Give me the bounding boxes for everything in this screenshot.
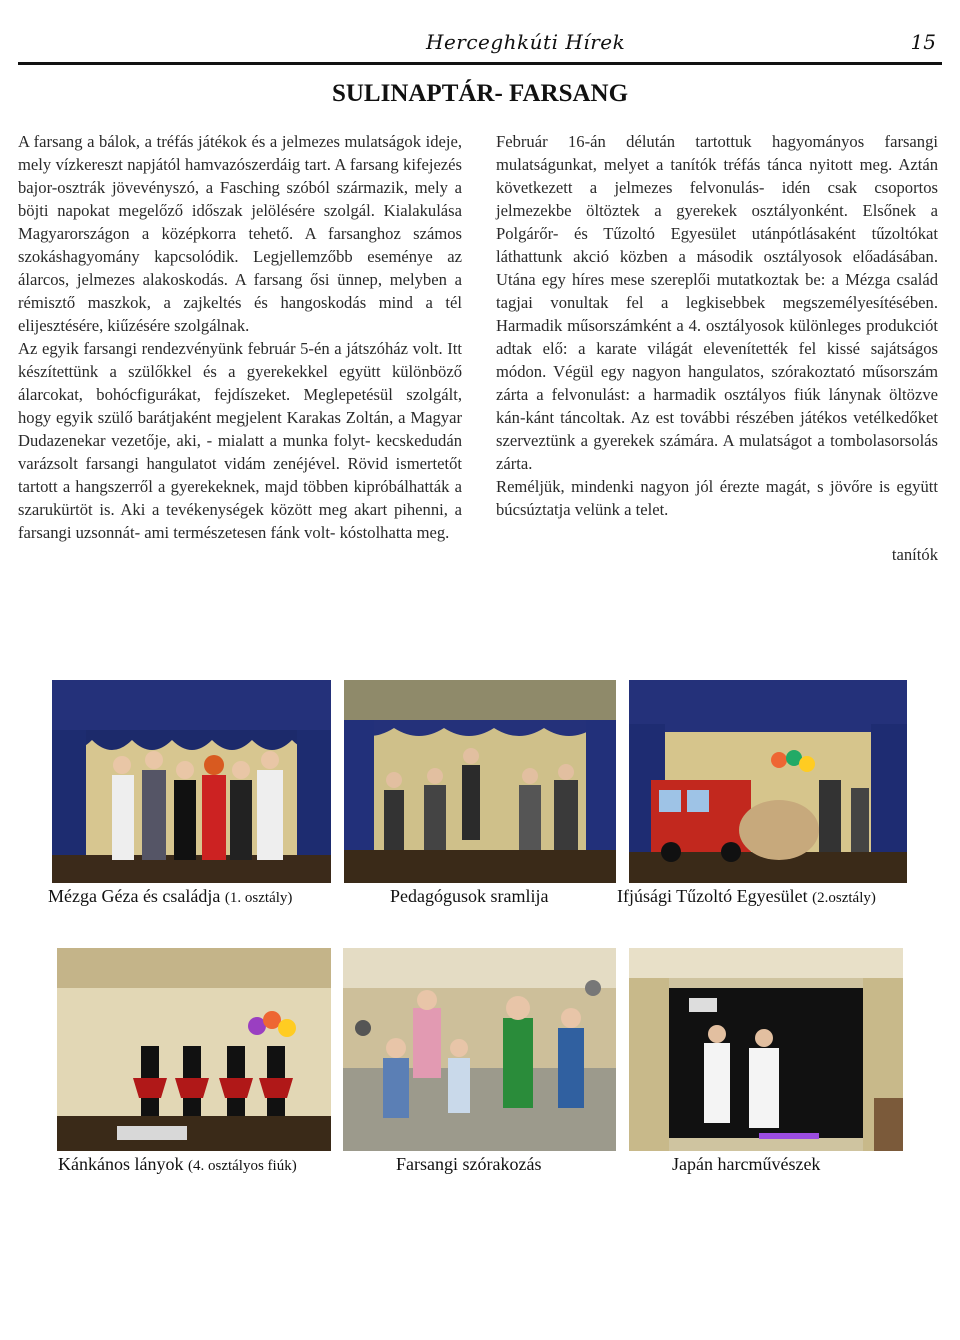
paragraph: Az egyik farsangi rendezvényünk február 5-én a játszóház volt. Itt készítettünk a szülőkkel és a gyerekekkel együtt különböző álarcokat, bohócfigurákat, fejdíszeket. Meglepetésül szolgált, hogy egyik szülő barátjaként megjelent Karakas Zoltán, a Magyar Dudazenekar vezetője, aki, - mialatt a munka folyt- kecskedudán varázsolt farsangi hangulatot vidám zenéjével. Rövid ismertetőt tartott a hangszerről a gyerekeknek, majd többen kipróbálhatták a szarukürtöt is. Aki a tevékenységek között meg akart pihenni, a farsangi uzsonnát- ami természetesen fánk volt- kóstolhatta meg. bbox=[18, 339, 462, 542]
article-title: SULINAPTÁR- FARSANG bbox=[331, 80, 629, 107]
left-column bbox=[18, 130, 462, 544]
paragraph: Február 16-án délután tartottuk hagyományos farsangi mulatságunkat, melyet a tanítók tréfás tánca nyitott meg. Aztán következett a jelmezes felvonulás- idén csak csoportos jelmezekbe öltöztek a gyerekek osztályonként. Elsőnek a Polgárőr- és Tűzoltó Egyesület utánpótlásaként tűzoltókat láthattunk akció közben a második osztályosok előadásában. Utána egy híres mese szereplői mutatkoztak be: a Mézga család tagjai vonultak fel a legkisebbek megszemélyesítésében. Harmadik műsorszámként a 4. osztályosok különleges produkciót adtak elő: a karate világát elevenítették fel kissé sajátságos módon. Végül egy nagyon hangulatos, szórakoztató műsorszám zárta a felvonulást: a harmadik osztályos fiúk lánynak öltözve kán-kánt táncoltak. Az est további részében játékos vetélkedőket szerveztünk a gyerekek számára. A mulatságot a tombolasorsolás zárta. bbox=[496, 132, 938, 473]
page-header bbox=[18, 24, 942, 65]
photo-cancan-dancers bbox=[57, 948, 331, 1151]
right-column bbox=[496, 130, 938, 566]
photo-caption: Mézga Géza és családja (1. osztály) bbox=[48, 886, 293, 906]
photo-caption: Ifjúsági Tűzoltó Egyesület (2.osztály) bbox=[617, 886, 876, 906]
photo-mezga-family bbox=[52, 680, 331, 883]
photo-caption: Kánkános lányok (4. osztályos fiúk) bbox=[58, 1154, 297, 1174]
photo-fire-brigade bbox=[629, 680, 907, 883]
photo-teachers-dance bbox=[344, 680, 616, 883]
paragraph: Reméljük, mindenki nagyon jól érezte magát, s jövőre is együtt búcsúztatja velünk a telet. bbox=[496, 477, 938, 519]
page-number: 15 bbox=[910, 30, 936, 54]
photo-caption: Farsangi szórakozás bbox=[396, 1154, 542, 1174]
photo-caption: Pedagógusok sramlija bbox=[390, 886, 549, 906]
photo-carnival-fun bbox=[343, 948, 616, 1151]
publication-name: Herceghkúti Hírek bbox=[426, 30, 626, 54]
paragraph: A farsang a bálok, a tréfás játékok és a jelmezes mulatságok ideje, mely vízkereszt napjától hamvazószerdáig tart. A farsang kifejezés bajor-osztrák jövevényszó, a Fasching szóból származik, mely a böjti napokat megelőző időszak jelölésére szolgál. Kialakulása Magyarországon a középkorra tehető. A farsanghoz számos szokáshagyomány kapcsolódik. Legjellemzőbb eseménye az álarcos, jelmezes alakoskodás. A farsang ősi ünnep, melyben a rémisztő maszkok, a zajkeltés és hangoskodás mind a tél elijesztésére, kiűzésére szolgálnak. bbox=[18, 132, 462, 335]
signature: tanítók bbox=[891, 545, 938, 564]
photo-martial-arts bbox=[629, 948, 903, 1151]
photo-caption: Japán harcművészek bbox=[672, 1154, 821, 1174]
